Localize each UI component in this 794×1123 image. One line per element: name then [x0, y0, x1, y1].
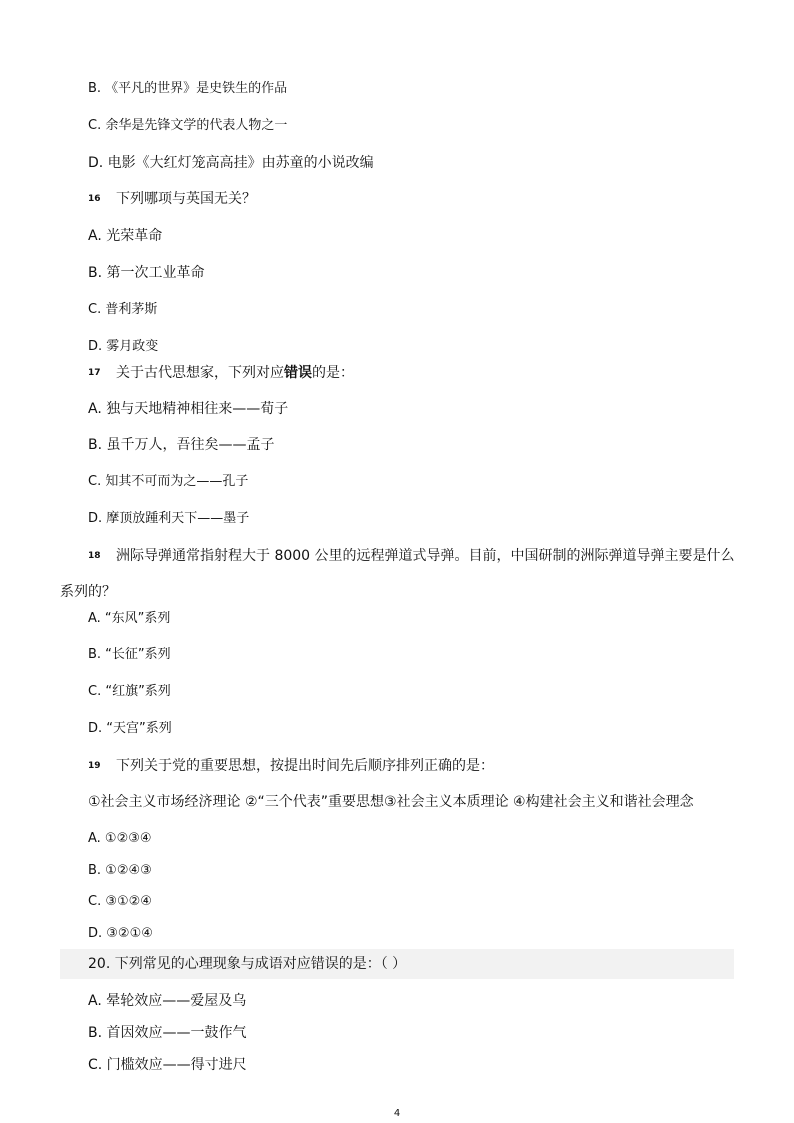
q17-text-before: 关于古代思想家，下列对应 [116, 365, 284, 381]
q17-text-after: 的是： [312, 365, 354, 381]
q19-option-d: D. ③②①④ [88, 926, 153, 941]
q16-text: 下列哪项与英国无关？ [116, 191, 256, 207]
q16-stem [88, 190, 256, 209]
q17-stem [88, 364, 354, 383]
q16-number: 16 [88, 194, 101, 204]
q16-option-c: C. 普利茅斯 [88, 302, 158, 317]
q20-option-c: C. 门槛效应——得寸进尺 [88, 1057, 247, 1073]
q18-option-c: C. “红旗”系列 [88, 684, 171, 699]
q19-option-c: C. ③①②④ [88, 894, 152, 909]
q19-text: 下列关于党的重要思想，按提出时间先后顺序排列正确的是： [116, 758, 494, 774]
q17-option-a: A. 独与天地精神相往来——荀子 [88, 401, 289, 417]
q19-items: ①社会主义市场经济理论 ②“三个代表”重要思想③社会主义本质理论 ④构建社会主义和谐社会理念 [88, 794, 694, 810]
q19-number: 19 [88, 761, 101, 771]
q14-option-c: C. 余华是先锋文学的代表人物之一 [88, 118, 288, 133]
q14-option-b: B. 《平凡的世界》是史铁生的作品 [88, 81, 288, 96]
q18-option-d: D. “天宫”系列 [88, 721, 172, 736]
q14-option-d: D. 电影《大红灯笼高高挂》由苏童的小说改编 [88, 155, 374, 171]
q18-number: 18 [88, 551, 101, 561]
q19-option-b: B. ①②④③ [88, 863, 152, 878]
q16-option-b: B. 第一次工业革命 [88, 265, 205, 281]
q17-option-b: B. 虽千万人，吾往矣——孟子 [88, 437, 275, 453]
q19-stem [88, 757, 494, 776]
q17-option-c: C. 知其不可而为之——孔子 [88, 474, 249, 489]
q19-option-a: A. ①②③④ [88, 831, 152, 846]
q18-text: 洲际导弹通常指射程大于 8000 公里的远程弹道式导弹。目前，中国研制的洲际弹道导弹主要是什么系列的？ [60, 548, 735, 600]
q17-text-bold: 错误 [284, 365, 312, 381]
q16-option-d: D. 雾月政变 [88, 339, 159, 354]
page-number: 4 [393, 1108, 401, 1119]
q17-option-d: D. 摩顶放踵利天下——墨子 [88, 511, 250, 526]
q16-option-a: A. 光荣革命 [88, 228, 163, 244]
q20-option-a: A. 晕轮效应——爱屋及乌 [88, 993, 247, 1009]
q18-stem [60, 538, 740, 610]
q20-option-b: B. 首因效应——一鼓作气 [88, 1025, 247, 1041]
q18-option-b: B. “长征”系列 [88, 647, 171, 662]
q17-number: 17 [88, 368, 101, 378]
q20-stem: 20. 下列常见的心理现象与成语对应错误的是：（ ） [88, 956, 407, 972]
q18-option-a: A. “东风”系列 [88, 611, 171, 626]
